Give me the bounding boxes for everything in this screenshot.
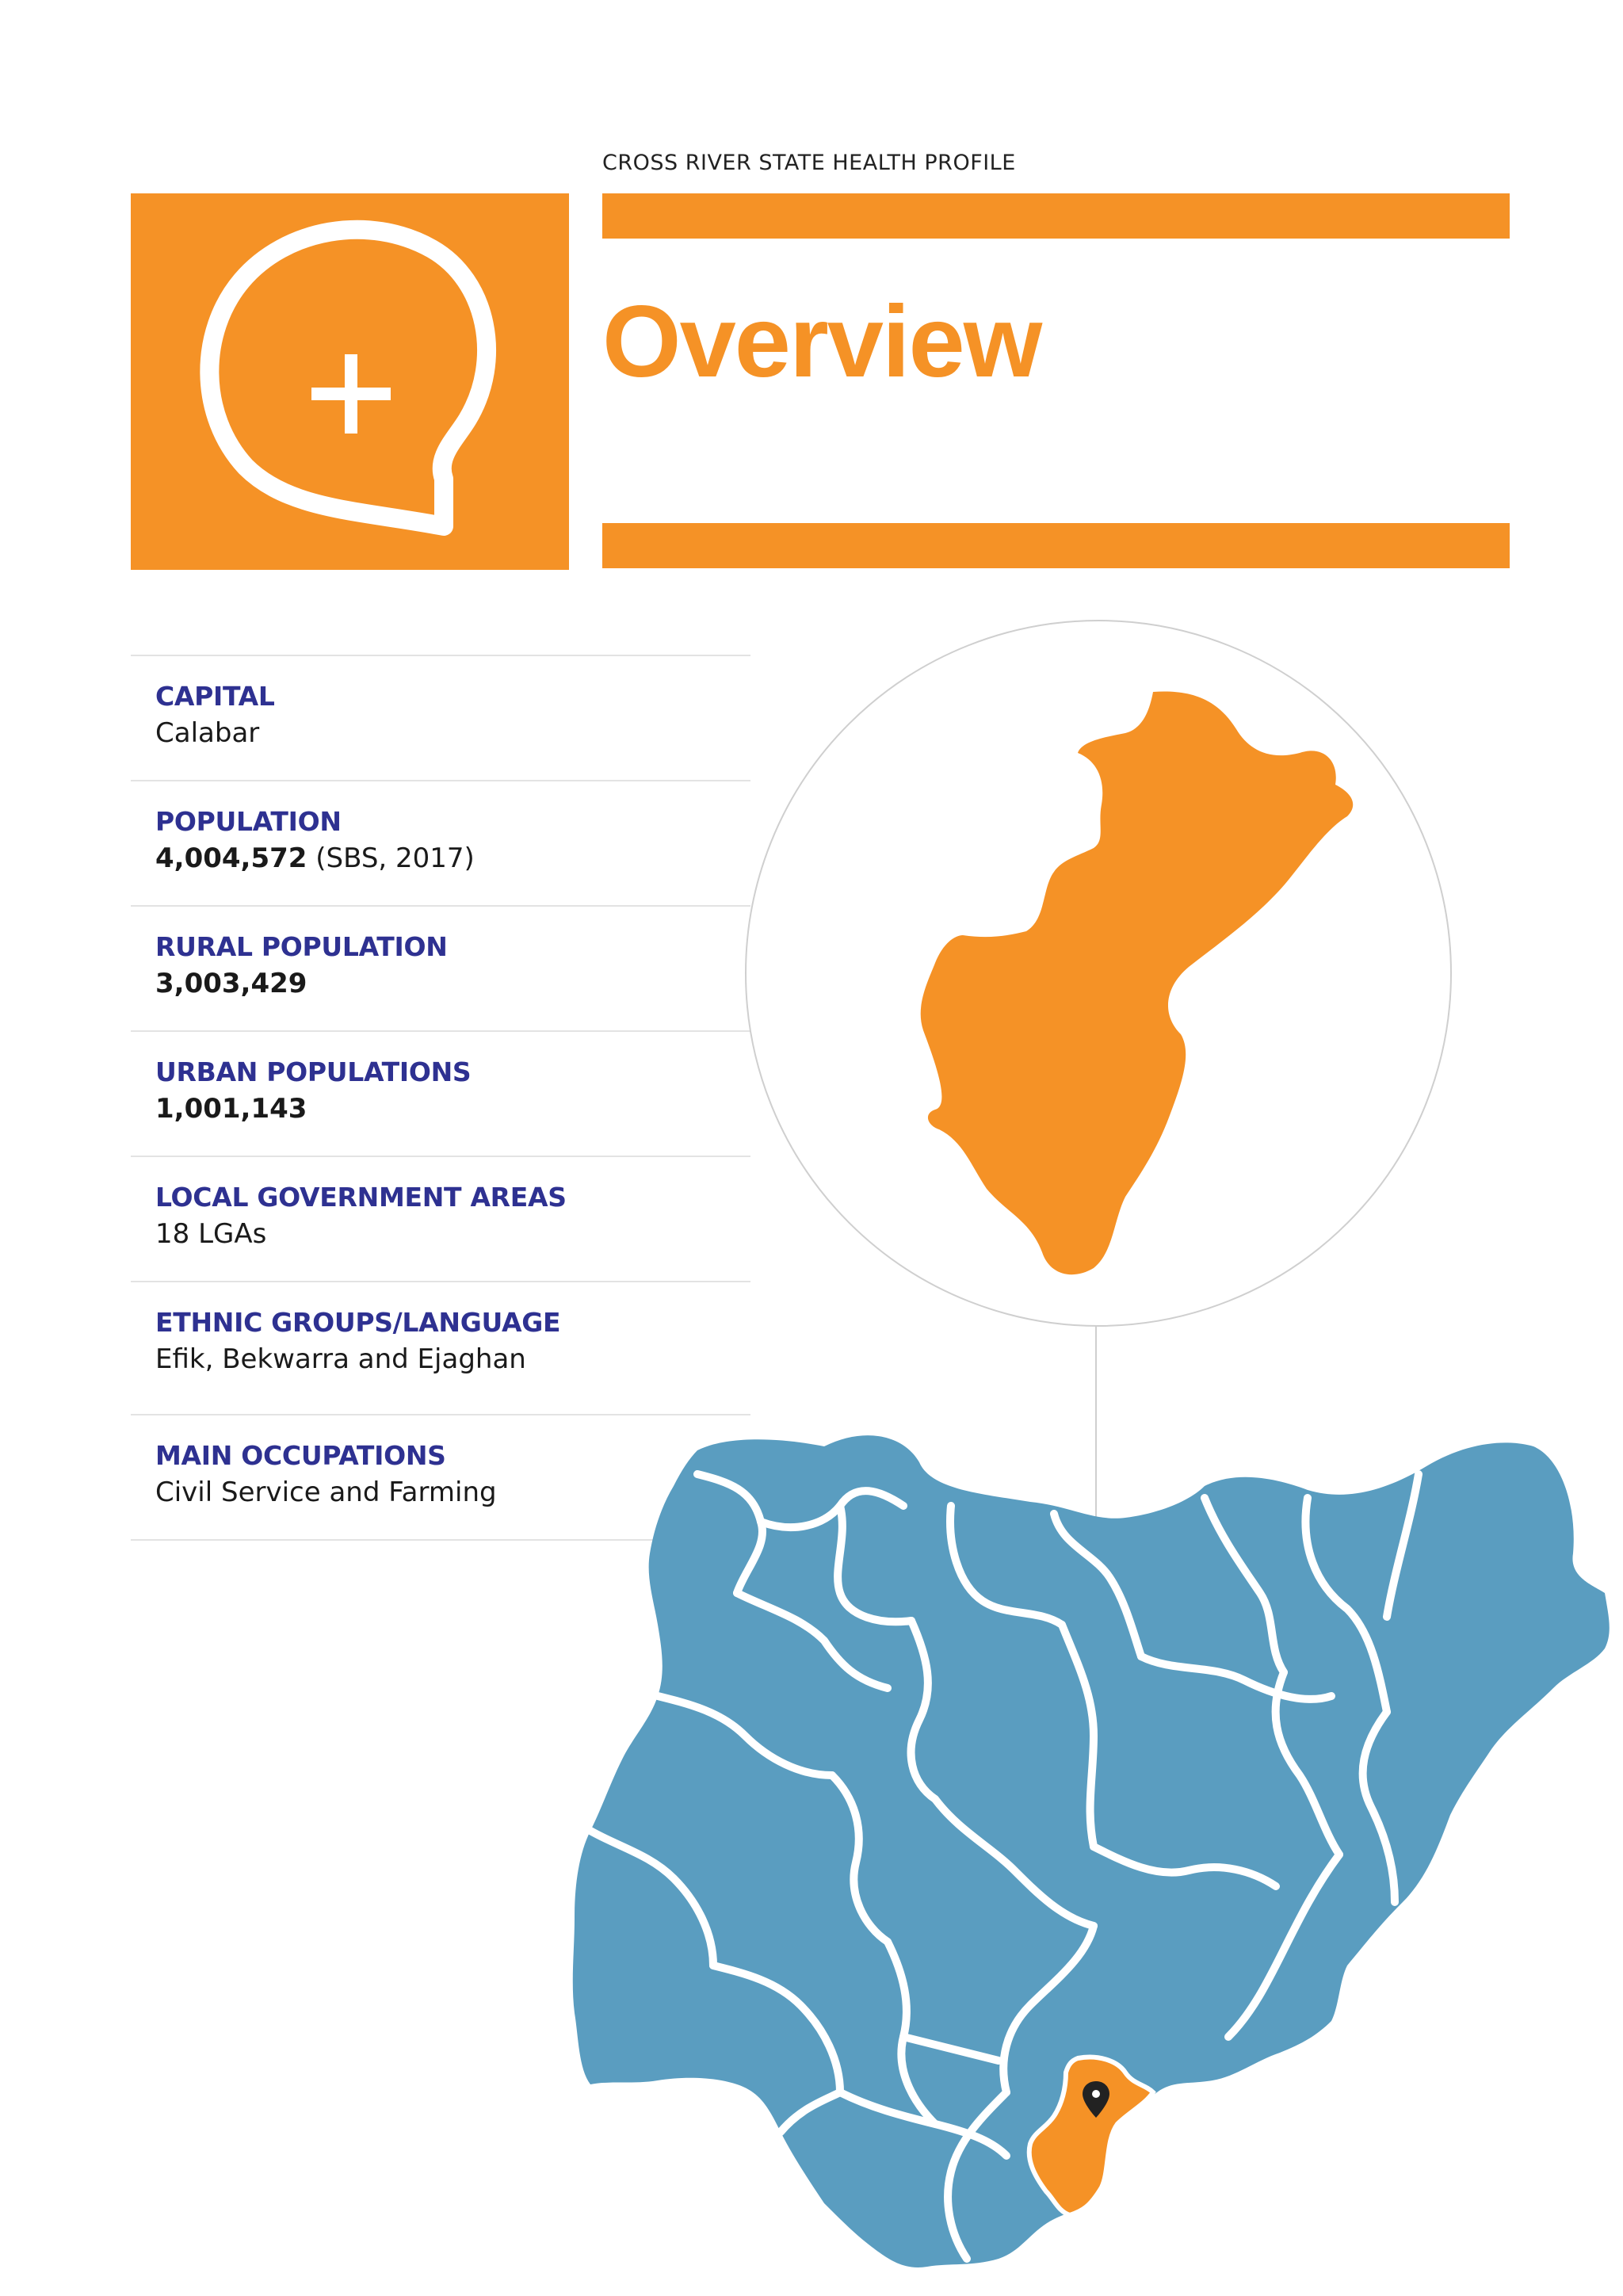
fact-label: RURAL POPULATION — [155, 931, 448, 962]
fact-label: URBAN POPULATIONS — [155, 1056, 472, 1087]
fact-label: MAIN OCCUPATIONS — [155, 1440, 446, 1471]
fact-value: Efik, Bekwarra and Ejaghan — [155, 1343, 526, 1375]
fact-value: 3,003,429 — [155, 967, 307, 999]
page-heading: Overview — [602, 285, 1041, 399]
fact-value: 1,001,143 — [155, 1092, 307, 1125]
profile-title: CROSS RIVER STATE HEALTH PROFILE — [602, 151, 1016, 175]
fact-label: LOCAL GOVERNMENT AREAS — [155, 1182, 567, 1213]
fact-label: ETHNIC GROUPS/LANGUAGE — [155, 1307, 561, 1338]
fact-value: Calabar — [155, 716, 260, 749]
fact-value: Civil Service and Farming — [155, 1476, 497, 1508]
fact-label: POPULATION — [155, 806, 342, 837]
fact-label: CAPITAL — [155, 681, 275, 712]
fact-value: 4,004,572 (SBS, 2017) — [155, 842, 475, 874]
fact-value: 18 LGAs — [155, 1217, 267, 1250]
